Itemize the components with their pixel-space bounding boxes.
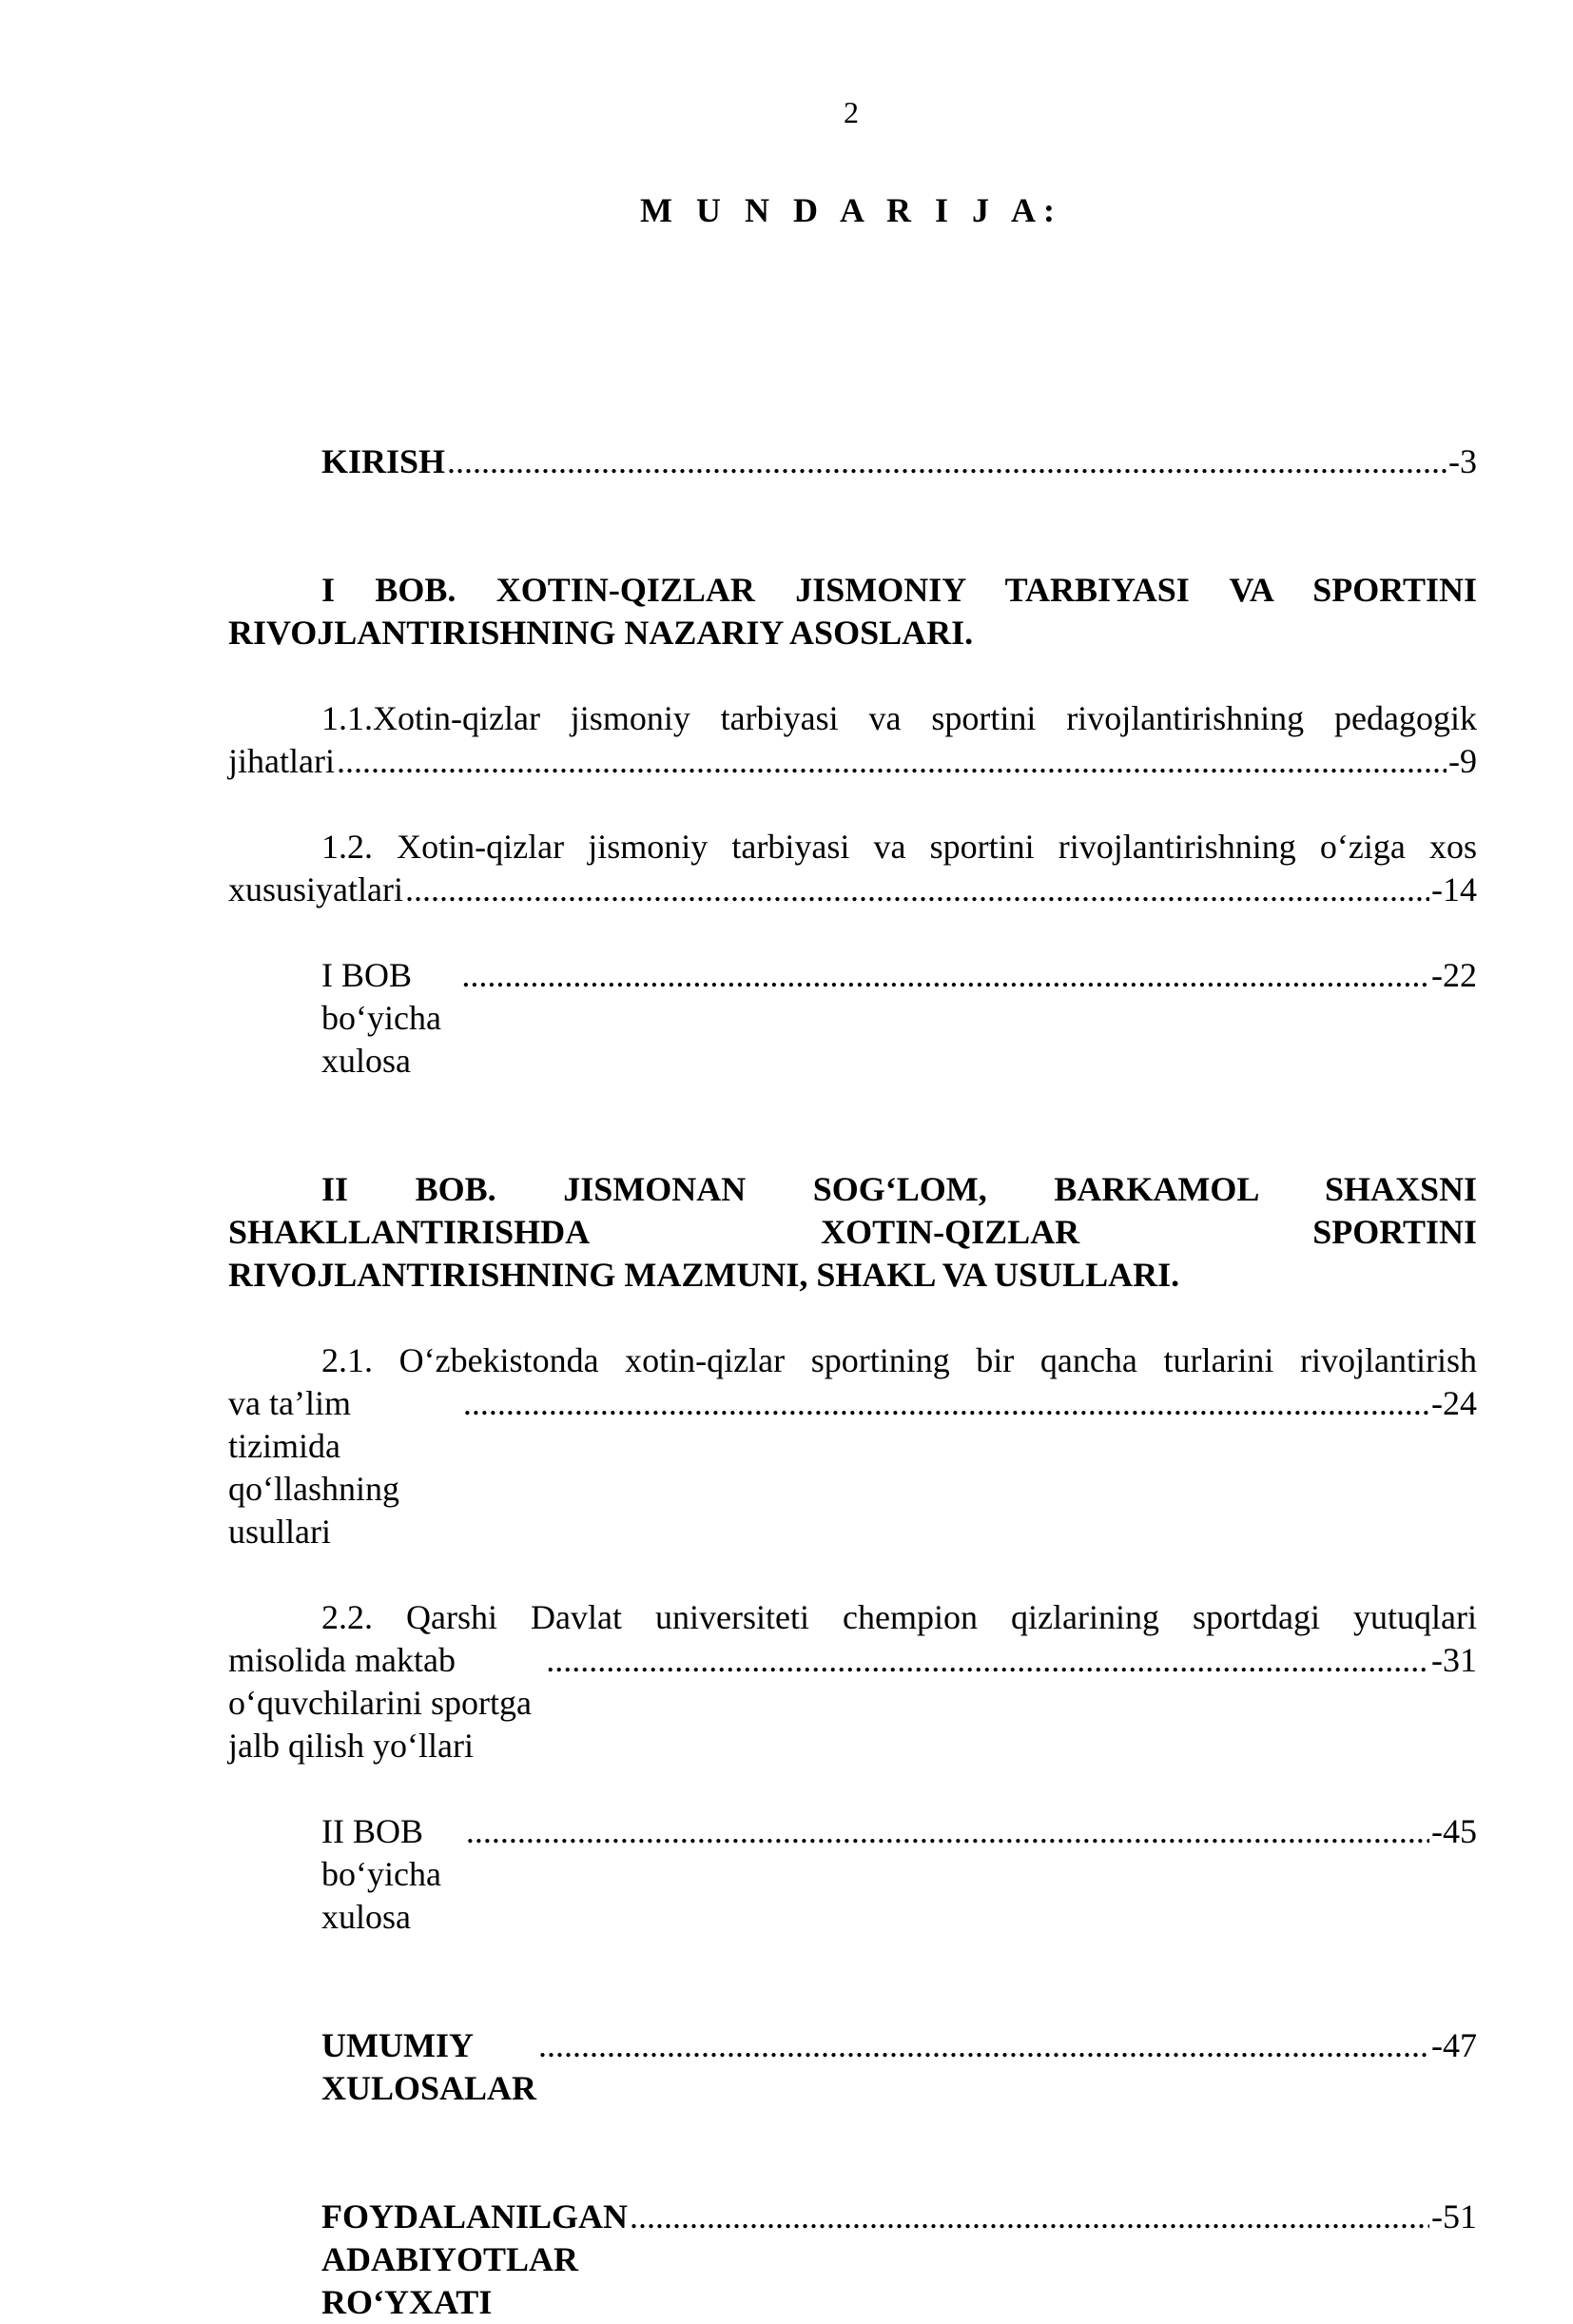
toc-entry-kirish [228,440,1477,483]
toc-entry-general-conclusions [228,2024,1477,2110]
toc-entry-title: xususiyatlari [228,870,403,908]
toc-entry-1-1 [228,697,1477,783]
toc-chapter-2 [228,1168,1477,1297]
dot-leader [405,869,1429,911]
toc-entry-continuation [228,869,1477,911]
toc-entry-title: KIRISH [321,442,446,480]
dot-leader [538,2024,1429,2067]
toc-entry-conclusion-1 [228,954,1477,1083]
toc-entry-page: -14 [1431,870,1477,908]
toc-entry-page: -3 [1448,442,1477,480]
toc-entry-continuation [228,740,1477,783]
toc-entry-2-1 [228,1339,1477,1553]
toc-entry-title: I BOB bo‘yicha xulosa [321,956,441,1080]
toc-entry-page: -24 [1431,1384,1477,1422]
chapter-title-line: RIVOJLANTIRISHNING NAZARIY ASOSLARI. [228,614,974,652]
dot-leader [546,1639,1429,1682]
page-title: M U N D A R I J A: [639,191,1062,229]
chapter-title-line: I BOB. XOTIN-QIZLAR JISMONIY TARBIYASI VA SPORTINI [321,571,1477,609]
toc-entry-title: 1.2. Xotin-qizlar jismoniy tarbiyasi va sportini rivojlantirishning o‘ziga xos [321,828,1477,866]
toc-entry-continuation [228,1382,1477,1553]
toc-entry-references [228,2196,1477,2324]
chapter-title-line: RIVOJLANTIRISHNING MAZMUNI, SHAKL VA USULLARI. [228,1256,1180,1294]
toc-chapter-1 [228,569,1477,654]
toc-entry-title: 1.1.Xotin-qizlar jismoniy tarbiyasi va sportini rivojlantirishning pedagogik [321,699,1477,737]
toc-entry-page: -47 [1431,2026,1477,2064]
dot-leader [463,1382,1429,1425]
toc-entry-title: misolida maktab o‘quvchilarini sportga jalb qilish yo‘llari [228,1641,532,1765]
toc-entry-title: UMUMIY XULOSALAR [321,2026,537,2107]
dot-leader [337,740,1447,783]
dot-leader [447,440,1447,483]
toc-entry-1-2 [228,826,1477,911]
chapter-title-line: II BOB. JISMONAN SOG‘LOM, BARKAMOL SHAXSNI [321,1170,1477,1208]
toc-entry-page: -22 [1431,956,1477,994]
table-of-contents [228,440,1477,2324]
toc-entry-conclusion-2 [228,1810,1477,1939]
page-number: 2 [844,95,859,129]
toc-entry-title: II BOB bo‘yicha xulosa [321,1812,441,1936]
toc-entry-continuation [228,1639,1477,1767]
toc-entry-title: jihatlari [228,742,335,780]
toc-entry-page: -9 [1448,742,1477,780]
chapter-title-line: SHAKLLANTIRISHDA XOTIN-QIZLAR SPORTINI [228,1213,1477,1251]
toc-entry-page: -45 [1431,1812,1477,1850]
dot-leader [630,2196,1429,2238]
toc-entry-title: 2.1. O‘zbekistonda xotin-qizlar sportining bir qancha turlarini rivojlantirish [321,1341,1477,1379]
dot-leader [466,1810,1429,1853]
toc-entry-title: va ta’lim tizimida qo‘llashning usullari [228,1384,399,1551]
toc-entry-title: 2.2. Qarshi Davlat universiteti chempion qizlarining sportdagi yutuqlari [321,1598,1477,1636]
toc-entry-2-2 [228,1596,1477,1767]
toc-entry-page: -31 [1431,1641,1477,1679]
toc-entry-page: -51 [1431,2197,1477,2236]
toc-entry-title: FOYDALANILGAN ADABIYOTLAR RO‘YXATI [321,2197,629,2321]
dot-leader [461,954,1429,997]
